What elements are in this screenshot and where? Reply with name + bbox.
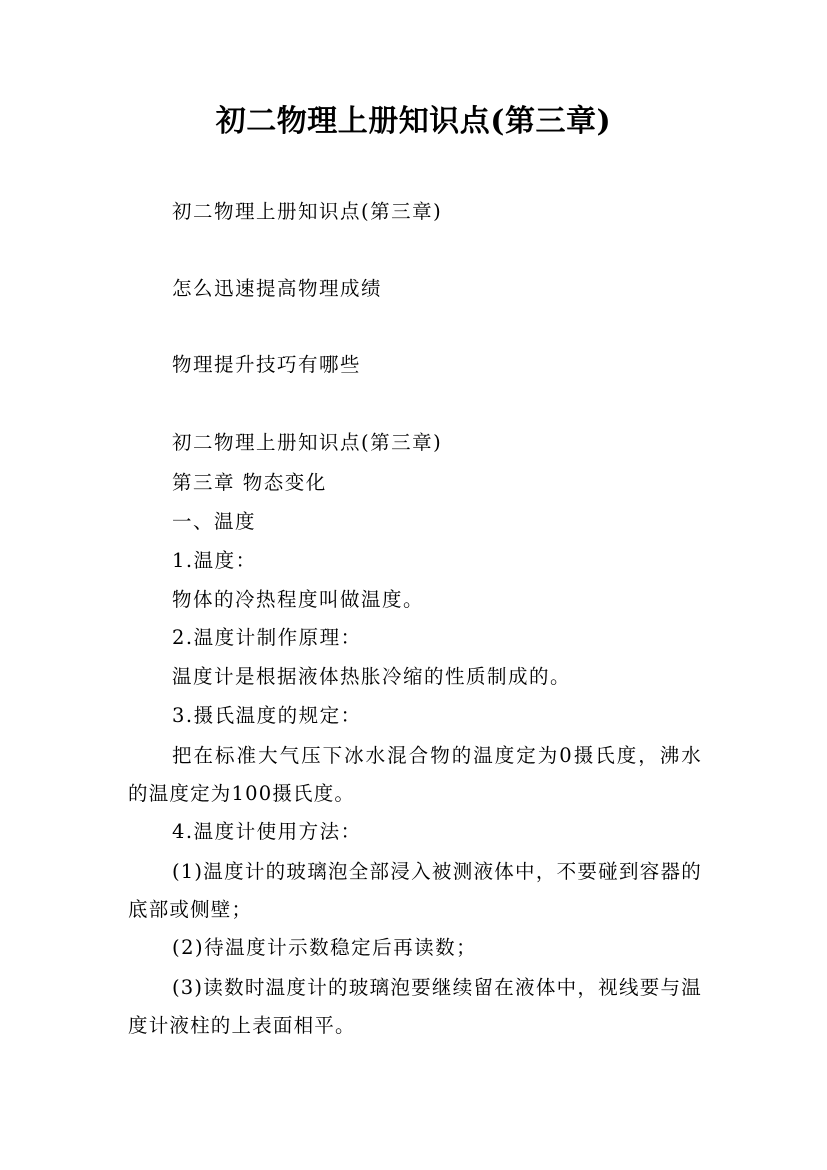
item-1-heading: 1.温度： [172, 549, 257, 572]
item-1-text: 物体的冷热程度叫做温度。 [172, 588, 425, 611]
intro-line-1: 初二物理上册知识点(第三章) [172, 200, 443, 223]
item-3-text: 把在标准大气压下冰水混合物的温度定为0摄氏度，沸水的温度定为100摄氏度。 [128, 744, 702, 805]
item-3-heading: 3.摄氏温度的规定： [172, 704, 362, 727]
usage-step-2: (2)待温度计示数稳定后再读数； [172, 936, 478, 959]
intro-line-2: 怎么迅速提高物理成绩 [172, 277, 383, 300]
item-4-heading: 4.温度计使用方法： [172, 820, 362, 843]
usage-step-1: (1)温度计的玻璃泡全部浸入被测液体中，不要碰到容器的底部或侧壁； [128, 860, 702, 921]
section-heading: 初二物理上册知识点(第三章) [172, 431, 443, 454]
document-title: 初二物理上册知识点(第三章) [215, 104, 612, 139]
usage-step-3: (3)读数时温度计的玻璃泡要继续留在液体中，视线要与温度计液柱的上表面相平。 [128, 976, 702, 1037]
item-2-text: 温度计是根据液体热胀冷缩的性质制成的。 [172, 665, 572, 688]
item-2-heading: 2.温度计制作原理： [172, 626, 362, 649]
section-one-heading: 一、温度 [172, 510, 257, 533]
intro-line-3: 物理提升技巧有哪些 [172, 353, 362, 376]
chapter-heading: 第三章 物态变化 [172, 471, 327, 494]
